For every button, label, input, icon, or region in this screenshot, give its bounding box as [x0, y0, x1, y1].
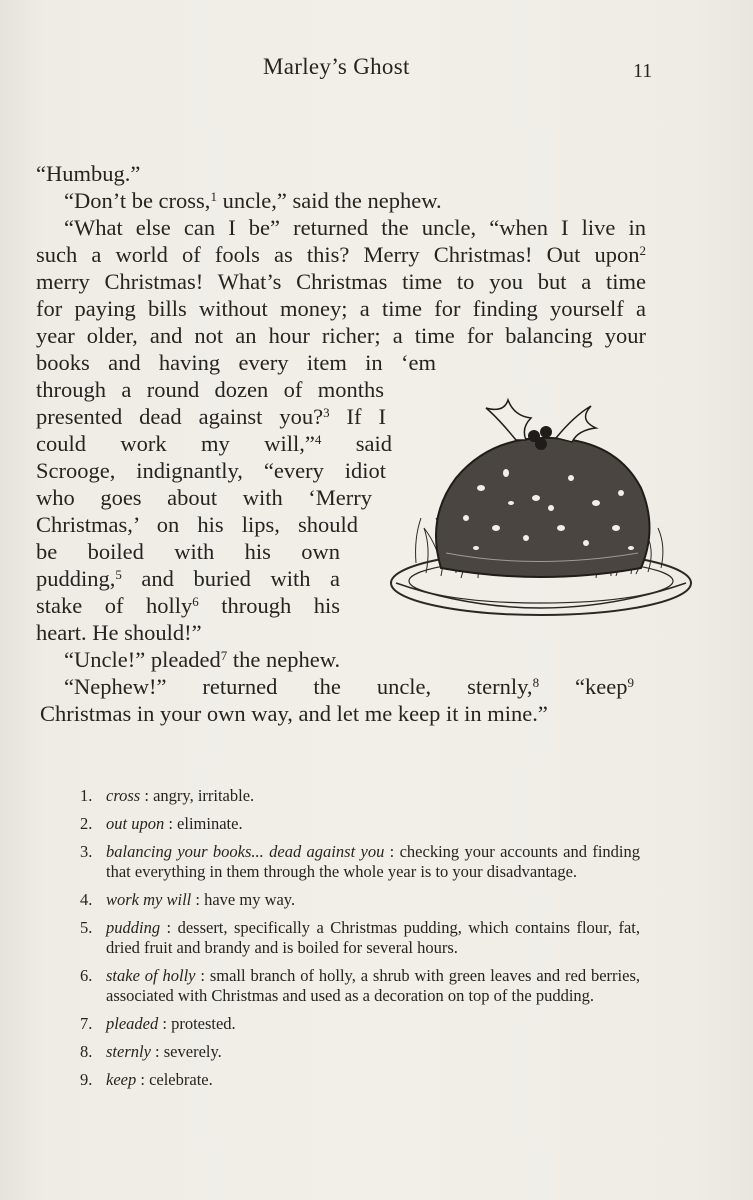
footnote-ref-3[interactable]: 3	[323, 405, 330, 420]
text-line-7: year older, and not an hour richer; a time for balancing your	[36, 323, 646, 348]
footnote-item: 4. work my will : have my way.	[80, 890, 296, 909]
footnote-ref-4[interactable]: 4	[314, 432, 322, 447]
text-line-2: “Don’t be cross,$^1$ uncle,” said the nephew.	[64, 188, 442, 213]
footnote-item: 2. out upon : eliminate.	[80, 814, 243, 833]
footnote-item: 5. pudding : dessert, specifically a Christmas pudding, which contains flour, fat, dried fruit and brandy and is boiled for several hours.	[80, 918, 640, 957]
text-line-4: such a world of fools as this? Merry Christmas! Out upon$^2$	[36, 242, 646, 267]
text-line-15: be boiled with his own	[36, 539, 340, 564]
footnote-item: 7. pleaded : protested.	[80, 1014, 236, 1033]
text-line-18: heart. He should!”	[36, 620, 202, 645]
footnote-ref-8[interactable]: 8	[532, 675, 540, 690]
footnote-ref-9[interactable]: 9	[627, 675, 635, 690]
text-line-11: could work my will,”$^4$ said	[36, 431, 392, 456]
text-line-20: “Nephew!” returned the uncle, sternly,$^8$ “keep$^9$	[64, 674, 635, 699]
text-line-21: Christmas in your own way, and let me keep it in mine.”	[40, 701, 548, 726]
footnote-ref-1[interactable]: 1	[210, 189, 217, 204]
running-head-title: Marley’s Ghost	[263, 54, 410, 79]
text-line-8: books and having every item in ‘em	[36, 350, 436, 375]
text-line-5: merry Christmas! What’s Christmas time to you but a time	[36, 269, 646, 294]
text-line-3: “What else can I be” returned the uncle, “when I live in	[64, 215, 646, 240]
footnote-item: 1. cross : angry, irritable.	[80, 786, 255, 805]
footnote-item: 6. stake of holly : small branch of holly, a shrub with green leaves and red berries, associated with Christmas and used as a decoration on top of the pudding.	[80, 966, 640, 1005]
footnote-item: 8. sternly : severely.	[80, 1042, 222, 1061]
footnote-item: 9. keep : celebrate.	[80, 1070, 213, 1089]
footnote-ref-6[interactable]: 6	[192, 594, 199, 609]
text-line-17: stake of holly$^6$ through his	[36, 593, 340, 618]
text-line-6: for paying bills without money; a time for finding yourself a	[36, 296, 646, 321]
text-line-14: Christmas,’ on his lips, should	[36, 512, 358, 537]
text-line-9: through a round dozen of months	[36, 377, 384, 402]
christmas-pudding-icon	[386, 378, 696, 638]
footnote-ref-2[interactable]: 2	[639, 243, 646, 258]
text-line-16: pudding,$^5$ and buried with a	[36, 566, 340, 591]
text-line-13: who goes about with ‘Merry	[36, 485, 372, 510]
footnote-ref-5[interactable]: 5	[115, 567, 122, 582]
text-line-12: Scrooge, indignantly, “every idiot	[36, 458, 386, 483]
text-line-10: presented dead against you?$^3$ If I	[36, 404, 386, 429]
footnote-ref-7[interactable]: 7	[220, 648, 228, 663]
page-number: 11	[633, 60, 653, 82]
text-line-19: “Uncle!” pleaded$^7$ the nephew.	[64, 647, 341, 672]
text-line-1: “Humbug.”	[36, 161, 141, 186]
footnotes-list	[80, 786, 640, 1098]
footnote-item: 3. balancing your books... dead against you : checking your accounts and finding that everything in them through the whole year is to your disadvantage.	[80, 842, 640, 881]
